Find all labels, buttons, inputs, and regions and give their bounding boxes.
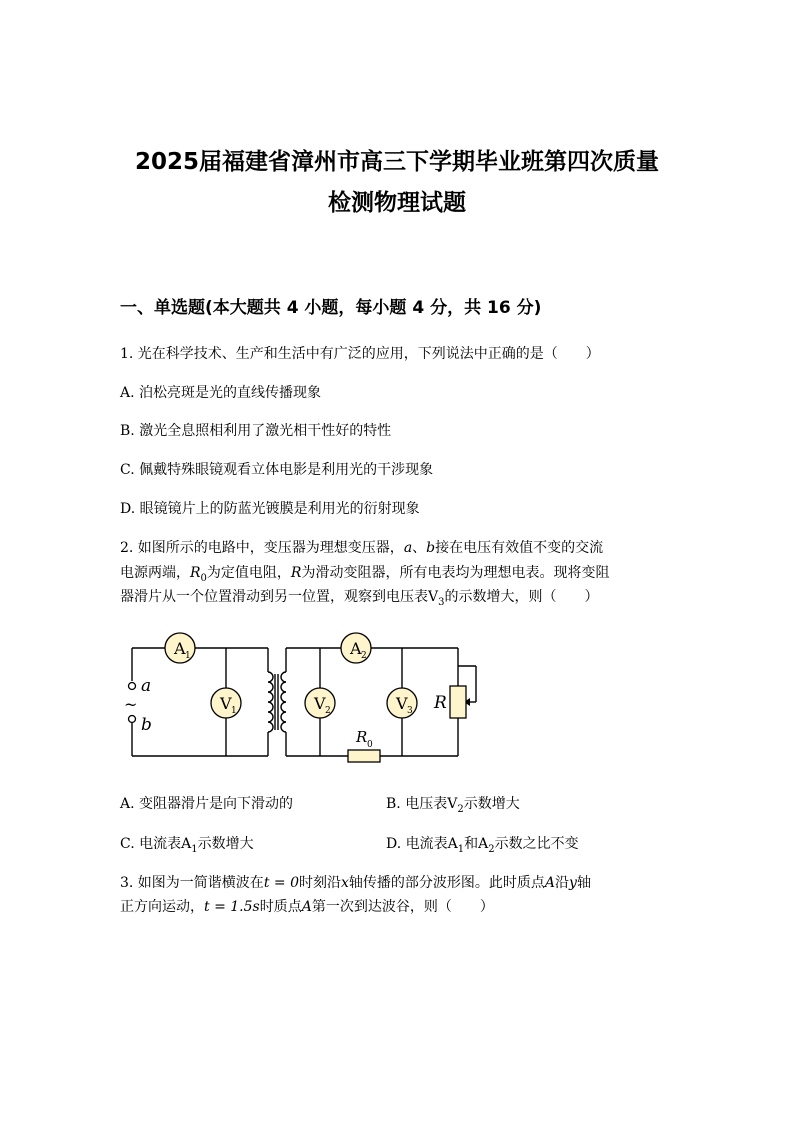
- q3-text: 第一次到达波谷，则（ ）: [311, 899, 494, 915]
- q2-option-d: [386, 833, 579, 855]
- q2-text: 2. 如图所示的电路中，变压器为理想变压器，: [120, 540, 404, 556]
- q3-var-t: t = 1.5s: [204, 899, 260, 915]
- q3-text: 时质点: [259, 899, 302, 915]
- q2-var-r0: R: [190, 565, 201, 581]
- q1-option-d: D. 眼镜镜片上的防蓝光镀膜是利用光的衍射现象: [120, 501, 420, 517]
- voltmeter-v3-sub: 3: [407, 706, 413, 716]
- title-line-2: 检测物理试题: [328, 190, 466, 216]
- q2-meter: A: [478, 836, 489, 852]
- q3-text: 3. 如图为一简谐横波在: [120, 875, 264, 891]
- voltmeter-v1-label: V: [220, 694, 232, 713]
- q2-option-b: [386, 793, 520, 815]
- ac-source-symbol: ~: [124, 695, 138, 714]
- title-line-1: 2025届福建省漳州市高三下学期毕业班第四次质量: [134, 149, 659, 175]
- q2-meter-v3-sub: 3: [438, 596, 445, 608]
- voltmeter-v3-label: V: [396, 694, 408, 713]
- ammeter-a2-label: A: [350, 639, 362, 658]
- q3-text: 时刻沿: [298, 875, 341, 891]
- q3-text: 轴传播的部分波形图。此时质点: [348, 875, 545, 891]
- q1-option-a: A. 泊松亮斑是光的直线传播现象: [120, 385, 322, 401]
- q2-meter-sub: 1: [191, 843, 198, 855]
- voltmeter-v2-label: V: [314, 694, 326, 713]
- terminal-a-label: a: [141, 676, 152, 696]
- resistor-r0-label: R: [356, 728, 368, 746]
- q2-stem-line-2: [120, 562, 609, 584]
- q2-var-r0-sub: 0: [200, 572, 207, 584]
- q2-meter-sub: 2: [488, 843, 495, 855]
- q2-option-c: [120, 833, 254, 855]
- q2-meter-sub: 2: [457, 803, 464, 815]
- q3-text: 正方向运动，: [120, 899, 204, 915]
- q3-stem-line-1: [120, 872, 591, 892]
- q2-stem-line-3: [120, 586, 599, 608]
- q2-meter: V: [447, 796, 458, 812]
- q2-meter: A: [181, 836, 192, 852]
- q2-option-a: A. 变阻器滑片是向下滑动的: [120, 796, 294, 812]
- q3-stem-line-2: [120, 896, 494, 916]
- q3-var-t: t = 0: [263, 875, 299, 891]
- q2-text: 电源两端，: [120, 565, 190, 581]
- q2-text: C. 电流表: [120, 836, 182, 852]
- resistor-r0-sub: 0: [367, 740, 373, 750]
- rheostat-icon: [450, 686, 466, 718]
- q2-text: 器滑片从一个位置滑动到另一位置，观察到电压表: [120, 589, 428, 605]
- ammeter-a2-sub: 2: [361, 651, 367, 661]
- q2-text: 示数增大: [463, 796, 520, 812]
- q2-var-r: R: [290, 565, 302, 581]
- q2-text: B. 电压表: [386, 796, 448, 812]
- terminal-b-icon: [129, 716, 136, 723]
- q3-text: 轴: [576, 875, 591, 891]
- q2-meter-v3: V: [428, 589, 439, 605]
- q2-text: D. 电流表: [386, 836, 448, 852]
- q2-meter-sub: 1: [457, 843, 465, 855]
- q2-text: 和: [464, 836, 479, 852]
- terminal-a-icon: [129, 683, 136, 690]
- q1-option-b: B. 激光全息照相利用了激光相干性好的特性: [120, 423, 392, 439]
- q2-text: 接在电压有效值不变的交流: [435, 540, 604, 556]
- q1-stem: 1. 光在科学技术、生产和生活中有广泛的应用，下列说法中正确的是（ ）: [120, 346, 600, 362]
- q1-option-c: C. 佩戴特殊眼镜观看立体电影是利用光的干涉现象: [120, 462, 434, 478]
- q2-text: 为定值电阻，: [206, 565, 291, 581]
- terminal-b-label: b: [141, 715, 152, 735]
- q3-var-a: A: [301, 899, 312, 915]
- voltmeter-v2-sub: 2: [325, 706, 331, 716]
- q2-var-b: b: [426, 540, 436, 556]
- resistor-r0-icon: [348, 750, 380, 762]
- q3-var-x: x: [340, 875, 349, 891]
- ammeter-a1-label: A: [174, 639, 186, 658]
- q2-var-a: a: [403, 540, 413, 556]
- voltmeter-v1-sub: 1: [231, 706, 237, 716]
- q2-stem-line-1: [120, 537, 603, 557]
- ammeter-a1-sub: 1: [185, 651, 191, 661]
- rheostat-label: R: [434, 693, 447, 713]
- q2-text: 、: [412, 540, 427, 556]
- q2-text: 示数之比不变: [494, 836, 579, 852]
- q3-var-a: A: [544, 875, 556, 891]
- q3-var-y: y: [569, 875, 577, 891]
- circuit-diagram: [120, 626, 480, 768]
- q2-text: 的示数增大，则（ ）: [444, 589, 599, 605]
- q2-text: 示数增大: [197, 836, 254, 852]
- section-heading: 一、单选题(本大题共 4 小题，每小题 4 分，共 16 分): [120, 298, 542, 318]
- q3-text: 沿: [555, 875, 570, 891]
- q2-meter: A: [447, 836, 458, 852]
- q2-text: 为滑动变阻器，所有电表均为理想电表。现将变阻: [301, 565, 610, 581]
